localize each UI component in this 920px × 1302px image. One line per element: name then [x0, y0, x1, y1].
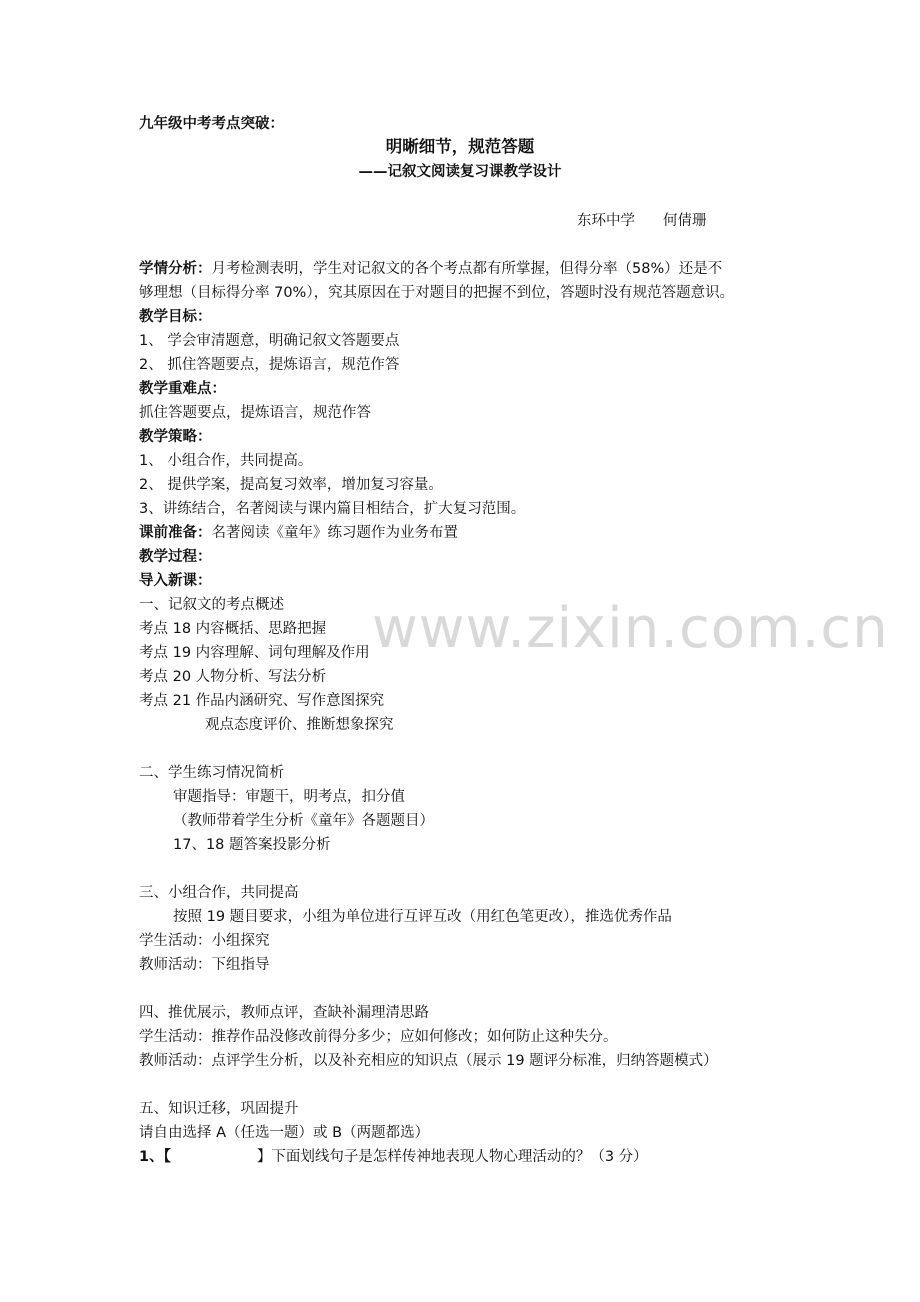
section2-line: 审题指导：审题干，明考点，扣分值	[173, 789, 405, 805]
strategy-item: 1、 小组合作，共同提高。	[139, 453, 313, 469]
question-1-prefix: 1、【	[139, 1149, 171, 1165]
process-label: 教学过程：	[139, 549, 212, 565]
section2-heading: 二、学生练习情况简析	[139, 765, 284, 781]
doc-title: 明晰细节，规范答题	[385, 137, 535, 156]
section4-student: 学生活动：推荐作品没修改前得分多少；应如何修改；如何防止这种失分。	[139, 1029, 618, 1045]
analysis-line-1	[139, 259, 722, 279]
question-1-text: 】下面划线句子是怎样传神地表现人物心理活动的？（3 分）	[256, 1149, 648, 1165]
analysis-label: 学情分析：	[139, 261, 212, 277]
author-name: 何倩珊	[663, 213, 707, 229]
prep-line	[139, 523, 458, 543]
section3-teacher: 教师活动：下组指导	[139, 957, 270, 973]
analysis-line-2: 够理想（目标得分率 70%），究其原因在于对题目的把握不到位，答题时没有规范答题意识。	[139, 285, 735, 301]
strategy-item: 3、讲练结合，名著阅读与课内篇目相结合，扩大复习范围。	[139, 501, 526, 517]
strategies-label: 教学策略：	[139, 429, 212, 445]
section1-heading: 一、记叙文的考点概述	[139, 597, 284, 613]
keypoints-label: 教学重难点：	[139, 381, 226, 397]
keypoints-text: 抓住答题要点，提炼语言，规范作答	[139, 405, 371, 421]
watermark: www.zixin.com.cn	[372, 596, 889, 661]
intro-label: 导入新课：	[139, 573, 212, 589]
doc-subtitle: ——记叙文阅读复习课教学设计	[358, 164, 562, 180]
analysis-text-1: 月考检测表明，学生对记叙文的各个考点都有所掌握，但得分率（58%）还是不	[211, 261, 723, 277]
question-1	[139, 1147, 648, 1167]
strategy-item: 2、 提供学案，提高复习效率，增加复习容量。	[139, 477, 443, 493]
author-line	[577, 211, 707, 231]
section4-teacher: 教师活动：点评学生分析，以及补充相应的知识点（展示 19 题评分标准，归纳答题模式）	[139, 1053, 718, 1069]
section5-heading: 五、知识迁移，巩固提升	[139, 1101, 299, 1117]
section5-choice: 请自由选择 A（任选一题）或 B（两题都选）	[139, 1125, 430, 1141]
doc-tag: 九年级中考考点突破：	[139, 116, 284, 132]
section3-heading: 三、小组合作，共同提高	[139, 885, 299, 901]
section3-student: 学生活动：小组探究	[139, 933, 270, 949]
exam-point-item: 考点 20 人物分析、写法分析	[139, 669, 327, 685]
exam-point-continuation: 观点态度评价、推断想象探究	[205, 717, 394, 733]
exam-point-item: 考点 19 内容理解、词句理解及作用	[139, 645, 370, 661]
goal-item: 2、 抓住答题要点，提炼语言，规范作答	[139, 357, 400, 373]
section4-heading: 四、推优展示，教师点评，查缺补漏理清思路	[139, 1005, 429, 1021]
goal-item: 1、 学会审清题意，明确记叙文答题要点	[139, 333, 400, 349]
section2-line: 17、18 题答案投影分析	[173, 837, 331, 853]
exam-point-item: 考点 18 内容概括、思路把握	[139, 621, 327, 637]
exam-point-item: 考点 21 作品内涵研究、写作意图探究	[139, 693, 385, 709]
prep-text: 名著阅读《童年》练习题作为业务布置	[211, 525, 458, 541]
goals-label: 教学目标：	[139, 309, 212, 325]
section2-line: （教师带着学生分析《童年》各题题目）	[173, 813, 434, 829]
prep-label: 课前准备：	[139, 525, 212, 541]
school-name: 东环中学	[577, 213, 635, 229]
section3-line: 按照 19 题目要求，小组为单位进行互评互改（用红色笔更改），推选优秀作品	[173, 909, 672, 925]
